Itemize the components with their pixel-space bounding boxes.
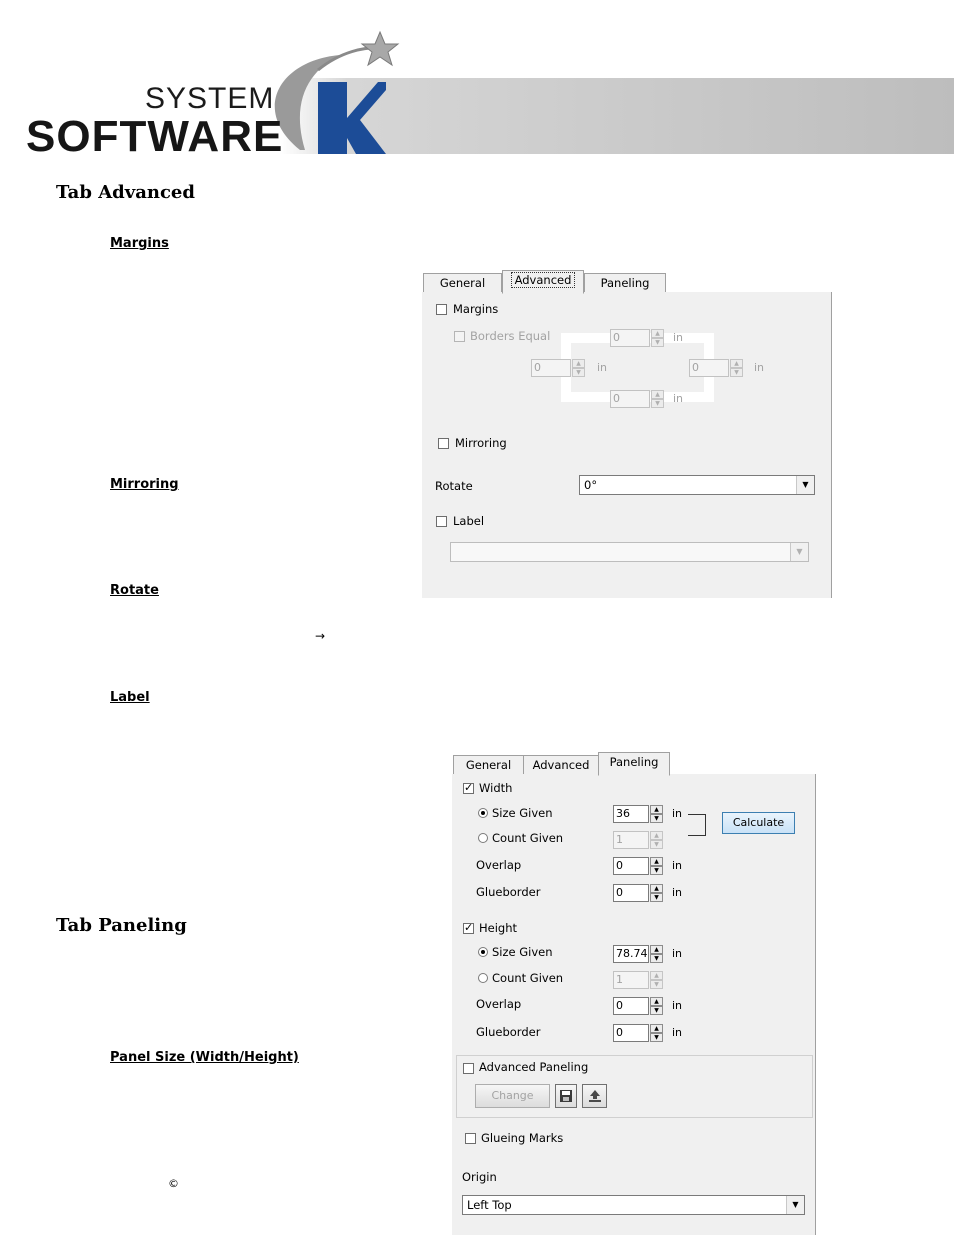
width-count-given-radio[interactable] xyxy=(478,833,488,843)
width-glueborder-spinner[interactable] xyxy=(613,884,665,902)
save-button[interactable] xyxy=(555,1084,577,1108)
width-overlap-spinner[interactable] xyxy=(613,857,665,875)
borders-equal-label: Borders Equal xyxy=(470,329,551,343)
width-count-field[interactable]: 1 xyxy=(613,831,649,849)
subheading-panel-size: Panel Size (Width/Height) xyxy=(110,1050,299,1065)
spin-up-icon[interactable]: ▲ xyxy=(651,329,664,338)
width-size-spinner[interactable] xyxy=(613,805,665,823)
tab-label: Paneling xyxy=(600,276,650,290)
unit-label: in xyxy=(672,947,683,960)
load-icon xyxy=(587,1089,603,1103)
spin-down-icon[interactable]: ▼ xyxy=(650,1006,663,1015)
margin-bottom-field[interactable]: 0 xyxy=(610,390,650,408)
logo-k-letter xyxy=(318,82,386,154)
margin-bottom-spinner[interactable] xyxy=(610,390,666,408)
origin-label: Origin xyxy=(462,1170,497,1184)
logo-system-text: SYSTEM xyxy=(145,82,275,115)
label-checkbox[interactable] xyxy=(436,516,447,527)
height-overlap-label: Overlap xyxy=(476,997,522,1011)
section-heading-advanced: Tab Advanced xyxy=(56,182,195,203)
spin-up-icon[interactable]: ▲ xyxy=(651,390,664,399)
star-icon xyxy=(362,32,398,65)
chevron-down-icon[interactable]: ▼ xyxy=(790,543,808,561)
change-button[interactable]: Change xyxy=(475,1084,550,1108)
spin-up-icon[interactable]: ▲ xyxy=(650,997,663,1006)
borders-equal-checkbox[interactable] xyxy=(454,331,465,342)
section-heading-paneling: Tab Paneling xyxy=(56,915,187,936)
height-glueborder-label: Glueborder xyxy=(476,1025,541,1039)
label-select[interactable] xyxy=(450,542,809,562)
spin-up-icon[interactable]: ▲ xyxy=(650,945,663,954)
subheading-rotate: Rotate xyxy=(110,583,159,598)
width-size-field[interactable]: 36 xyxy=(613,805,649,823)
spin-up-icon[interactable]: ▲ xyxy=(650,857,663,866)
advanced-paneling-label: Advanced Paneling xyxy=(479,1060,589,1074)
spin-up-icon[interactable]: ▲ xyxy=(650,884,663,893)
mirroring-checkbox[interactable] xyxy=(438,438,449,449)
height-size-field[interactable]: 78.74 xyxy=(613,945,649,963)
height-size-given-label: Size Given xyxy=(492,945,553,959)
unit-label: in xyxy=(597,361,608,374)
tab-strip xyxy=(422,270,832,293)
spin-down-icon[interactable]: ▼ xyxy=(651,338,664,347)
rotate-select[interactable] xyxy=(579,475,815,495)
margin-right-field[interactable]: 0 xyxy=(689,359,729,377)
tab-label: General xyxy=(439,276,486,290)
tab-label: General xyxy=(465,758,512,772)
spin-up-icon[interactable]: ▲ xyxy=(650,831,663,840)
unit-label: in xyxy=(673,331,684,344)
rotate-label: Rotate xyxy=(435,479,473,493)
width-overlap-label: Overlap xyxy=(476,858,522,872)
unit-label: in xyxy=(672,999,683,1012)
rotate-value: 0° xyxy=(584,478,598,492)
height-count-given-label: Count Given xyxy=(492,971,564,985)
spin-up-icon[interactable]: ▲ xyxy=(650,1024,663,1033)
margins-checkbox[interactable] xyxy=(436,304,447,315)
height-checkbox[interactable] xyxy=(463,923,474,934)
glueing-marks-checkbox[interactable] xyxy=(465,1133,476,1144)
margins-label: Margins xyxy=(453,302,499,316)
height-count-given-radio[interactable] xyxy=(478,973,488,983)
tab-general[interactable] xyxy=(423,273,502,293)
spin-up-icon[interactable]: ▲ xyxy=(650,805,663,814)
width-count-given-label: Count Given xyxy=(492,831,564,845)
margin-top-spinner[interactable] xyxy=(610,329,666,347)
unit-label: in xyxy=(673,392,684,405)
glueing-marks-label: Glueing Marks xyxy=(481,1131,564,1145)
margin-left-field[interactable]: 0 xyxy=(531,359,571,377)
load-button[interactable] xyxy=(582,1084,607,1108)
spin-down-icon[interactable]: ▼ xyxy=(651,399,664,408)
margin-left-spinner[interactable] xyxy=(531,359,587,377)
height-size-spinner[interactable] xyxy=(613,945,665,963)
width-overlap-field[interactable]: 0 xyxy=(613,857,649,875)
unit-label: in xyxy=(754,361,765,374)
tab-general[interactable] xyxy=(453,755,524,775)
height-label: Height xyxy=(479,921,518,935)
height-size-given-radio[interactable] xyxy=(478,947,488,957)
bracket-connector xyxy=(688,814,706,836)
width-count-spinner[interactable] xyxy=(613,831,665,849)
advanced-paneling-checkbox[interactable] xyxy=(463,1063,474,1074)
margin-top-field[interactable]: 0 xyxy=(610,329,650,347)
height-overlap-spinner[interactable] xyxy=(613,997,665,1015)
spin-down-icon[interactable]: ▼ xyxy=(650,840,663,849)
subheading-label: Label xyxy=(110,690,150,705)
tab-advanced[interactable] xyxy=(502,270,584,294)
arrow-icon: → xyxy=(315,629,326,643)
tab-label: Advanced xyxy=(532,758,590,772)
spin-down-icon[interactable]: ▼ xyxy=(730,368,743,377)
tab-label: Paneling xyxy=(609,755,659,769)
paneling-dialog xyxy=(452,752,816,1235)
mirroring-label: Mirroring xyxy=(455,436,507,450)
spin-down-icon[interactable]: ▼ xyxy=(650,980,663,989)
paneling-tab-body xyxy=(452,774,816,1235)
chevron-down-icon[interactable]: ▼ xyxy=(796,476,814,494)
save-icon xyxy=(559,1089,573,1103)
origin-value: Left Top xyxy=(467,1198,512,1212)
subheading-margins: Margins xyxy=(110,236,169,251)
copyright-icon: © xyxy=(168,1177,179,1190)
subheading-mirroring: Mirroring xyxy=(110,477,179,492)
width-size-given-label: Size Given xyxy=(492,806,553,820)
unit-label: in xyxy=(672,807,683,820)
chevron-down-icon[interactable]: ▼ xyxy=(786,1196,804,1214)
width-glueborder-label: Glueborder xyxy=(476,885,541,899)
tab-paneling[interactable] xyxy=(584,273,666,293)
height-glueborder-field[interactable]: 0 xyxy=(613,1024,649,1042)
spin-up-icon[interactable]: ▲ xyxy=(730,359,743,368)
height-overlap-field[interactable]: 0 xyxy=(613,997,649,1015)
spin-up-icon[interactable]: ▲ xyxy=(650,971,663,980)
height-glueborder-spinner[interactable] xyxy=(613,1024,665,1042)
spin-down-icon[interactable]: ▼ xyxy=(650,893,663,902)
height-count-field[interactable]: 1 xyxy=(613,971,649,989)
spin-down-icon[interactable]: ▼ xyxy=(650,954,663,963)
origin-select[interactable] xyxy=(462,1195,805,1215)
tab-strip xyxy=(452,752,816,775)
spin-up-icon[interactable]: ▲ xyxy=(572,359,585,368)
spin-down-icon[interactable]: ▼ xyxy=(650,1033,663,1042)
spin-down-icon[interactable]: ▼ xyxy=(650,814,663,823)
unit-label: in xyxy=(672,886,683,899)
width-size-given-radio[interactable] xyxy=(478,808,488,818)
tab-paneling[interactable] xyxy=(598,752,670,776)
spin-down-icon[interactable]: ▼ xyxy=(650,866,663,875)
tab-advanced[interactable] xyxy=(523,755,599,775)
tab-label: Advanced xyxy=(511,272,576,288)
logo-software-text: SOFTWARE xyxy=(26,112,284,161)
advanced-dialog xyxy=(422,270,832,598)
width-glueborder-field[interactable]: 0 xyxy=(613,884,649,902)
width-label: Width xyxy=(479,781,513,795)
margin-right-spinner[interactable] xyxy=(689,359,745,377)
calculate-button[interactable]: Calculate xyxy=(722,812,795,834)
unit-label: in xyxy=(672,859,683,872)
unit-label: in xyxy=(672,1026,683,1039)
height-count-spinner[interactable] xyxy=(613,971,665,989)
advanced-tab-body xyxy=(422,292,832,598)
spin-down-icon[interactable]: ▼ xyxy=(572,368,585,377)
label-label: Label xyxy=(453,514,485,528)
width-checkbox[interactable] xyxy=(463,783,474,794)
